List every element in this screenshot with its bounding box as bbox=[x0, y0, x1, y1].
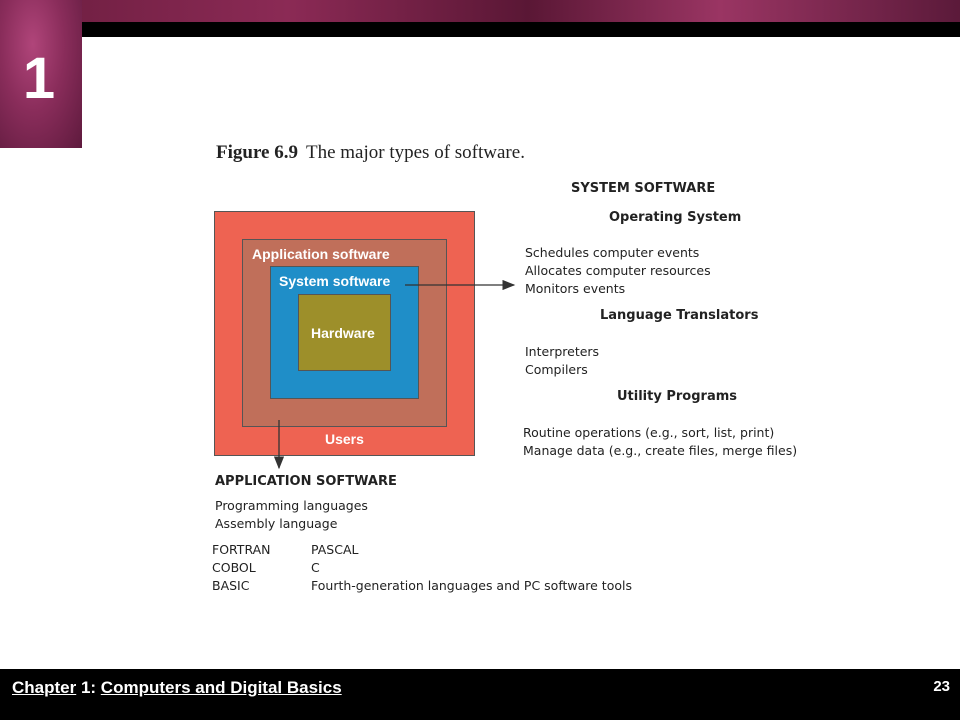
language-item: FORTRAN bbox=[212, 542, 271, 557]
os-item: Monitors events bbox=[525, 281, 626, 296]
footer-chapter-name: Computers and Digital Basics bbox=[100, 678, 342, 697]
language-translators-title: Language Translators bbox=[600, 308, 759, 323]
language-item: PASCAL bbox=[311, 542, 359, 557]
application-layer-label: Application software bbox=[252, 246, 390, 262]
application-item: Programming languages bbox=[215, 498, 368, 513]
language-item: BASIC bbox=[212, 578, 250, 593]
footer-chapter-label: Chapter bbox=[12, 678, 77, 697]
figure-number: Figure 6.9 bbox=[216, 142, 298, 163]
users-layer-label: Users bbox=[325, 431, 364, 447]
page-number: 23 bbox=[933, 678, 950, 695]
footer-chapter-title bbox=[12, 678, 342, 698]
language-item: Fourth-generation languages and PC software tools bbox=[311, 578, 632, 593]
language-item: COBOL bbox=[212, 560, 256, 575]
language-item: C bbox=[311, 560, 320, 575]
hardware-layer-label: Hardware bbox=[311, 325, 375, 341]
utility-item: Routine operations (e.g., sort, list, print) bbox=[523, 425, 775, 440]
application-item: Assembly language bbox=[215, 516, 338, 531]
translator-item: Compilers bbox=[525, 362, 588, 377]
translator-item: Interpreters bbox=[525, 344, 600, 359]
system-layer-label: System software bbox=[279, 273, 391, 289]
figure-caption-text: The major types of software. bbox=[305, 142, 525, 163]
footer-chapter-number: 1: bbox=[76, 678, 101, 697]
utility-item: Manage data (e.g., create files, merge files) bbox=[523, 443, 798, 458]
chapter-number: 1 bbox=[22, 46, 56, 111]
os-item: Allocates computer resources bbox=[525, 263, 711, 278]
os-item: Schedules computer events bbox=[525, 245, 700, 260]
application-software-heading: APPLICATION SOFTWARE bbox=[215, 474, 397, 489]
operating-system-title: Operating System bbox=[609, 210, 742, 225]
system-software-heading: SYSTEM SOFTWARE bbox=[571, 181, 716, 196]
utility-programs-title: Utility Programs bbox=[617, 389, 737, 404]
